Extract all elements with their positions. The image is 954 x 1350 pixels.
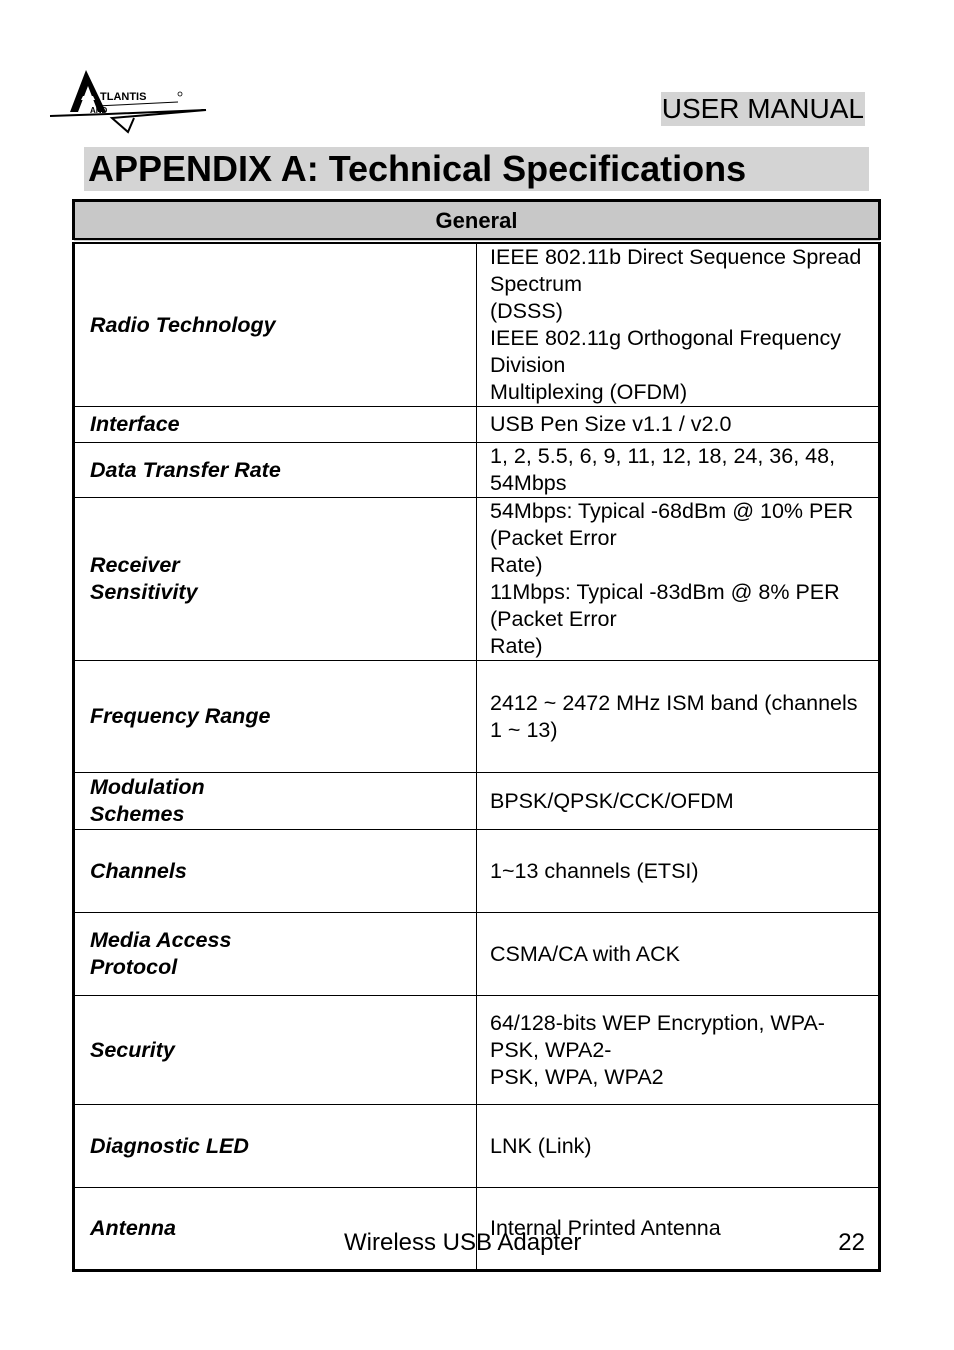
- footer-product-name: Wireless USB Adapter: [344, 1229, 582, 1256]
- row-label: Interface: [74, 407, 477, 443]
- row-value: [477, 913, 880, 996]
- row-value: [477, 773, 880, 830]
- table-row: [74, 830, 880, 913]
- table-row: [74, 498, 880, 661]
- value-line: 1, 2, 5.5, 6, 9, 11, 12, 18, 24, 36, 48, 54Mbps: [490, 444, 836, 495]
- value-line: 1~13 channels (ETSI): [490, 858, 699, 883]
- row-label: Security: [74, 996, 477, 1105]
- value-line: BPSK/QPSK/CCK/OFDM: [490, 788, 734, 813]
- row-label: [74, 773, 477, 830]
- label-line: Modulation: [90, 775, 205, 799]
- value-line: Rate): [490, 634, 543, 658]
- value-line: 54Mbps: Typical -68dBm @ 10% PER (Packet Error: [490, 499, 854, 550]
- label-line: Sensitivity: [90, 580, 198, 604]
- value-line: Multiplexing (OFDM): [490, 380, 688, 404]
- value-line: (DSSS): [490, 299, 563, 323]
- row-label: Antenna: [74, 1188, 477, 1271]
- table-row: [74, 996, 880, 1105]
- value-line: IEEE 802.11g Orthogonal Frequency Division: [490, 326, 841, 377]
- row-value: [477, 407, 880, 443]
- table-row: [74, 241, 880, 407]
- label-line: Receiver: [90, 553, 180, 577]
- table-row: [74, 443, 880, 498]
- row-value: [477, 661, 880, 773]
- row-value: [477, 443, 880, 498]
- value-line: 11Mbps: Typical -83dBm @ 8% PER (Packet Error: [490, 580, 840, 631]
- row-value: [477, 996, 880, 1105]
- row-label: [74, 913, 477, 996]
- row-label: [74, 498, 477, 661]
- value-line: USB Pen Size v1.1 / v2.0: [490, 412, 732, 436]
- label-line: Media Access: [90, 928, 232, 952]
- value-line: 2412 ~ 2472 MHz ISM band (channels 1 ~ 13): [490, 690, 858, 742]
- row-value: [477, 830, 880, 913]
- row-value: [477, 1105, 880, 1188]
- value-line: IEEE 802.11b Direct Sequence Spread Spectrum: [490, 245, 862, 296]
- value-line: CSMA/CA with ACK: [490, 941, 680, 966]
- page-number: 22: [838, 1229, 865, 1256]
- value-line: 64/128-bits WEP Encryption, WPA-PSK, WPA2-: [490, 1010, 825, 1062]
- value-line: PSK, WPA, WPA2: [490, 1064, 664, 1089]
- logo-submark: AND: [90, 106, 108, 115]
- row-value: [477, 498, 880, 661]
- value-line: Internal Printed Antenna: [490, 1216, 721, 1240]
- user-manual-label: USER MANUAL: [661, 93, 864, 124]
- logo-wordmark: TLANTIS: [100, 91, 147, 103]
- table-row: [74, 661, 880, 773]
- value-line: LNK (Link): [490, 1133, 592, 1158]
- row-label: Diagnostic LED: [74, 1105, 477, 1188]
- table-row: [74, 1105, 880, 1188]
- row-value: [477, 241, 880, 407]
- table-row: [74, 773, 880, 830]
- label-line: Schemes: [90, 802, 185, 826]
- spec-table: [72, 199, 881, 1272]
- value-line: Rate): [490, 553, 543, 577]
- atlantis-land-logo: [48, 66, 208, 140]
- table-row: [74, 913, 880, 996]
- label-line: Protocol: [90, 955, 178, 979]
- table-row: [74, 407, 880, 443]
- table-header: General: [74, 201, 880, 242]
- row-label: Data Transfer Rate: [74, 443, 477, 498]
- row-label: Frequency Range: [74, 661, 477, 773]
- row-label: Radio Technology: [74, 241, 477, 407]
- page-title: APPENDIX A: Technical Specifications: [84, 147, 869, 191]
- row-label: Channels: [74, 830, 477, 913]
